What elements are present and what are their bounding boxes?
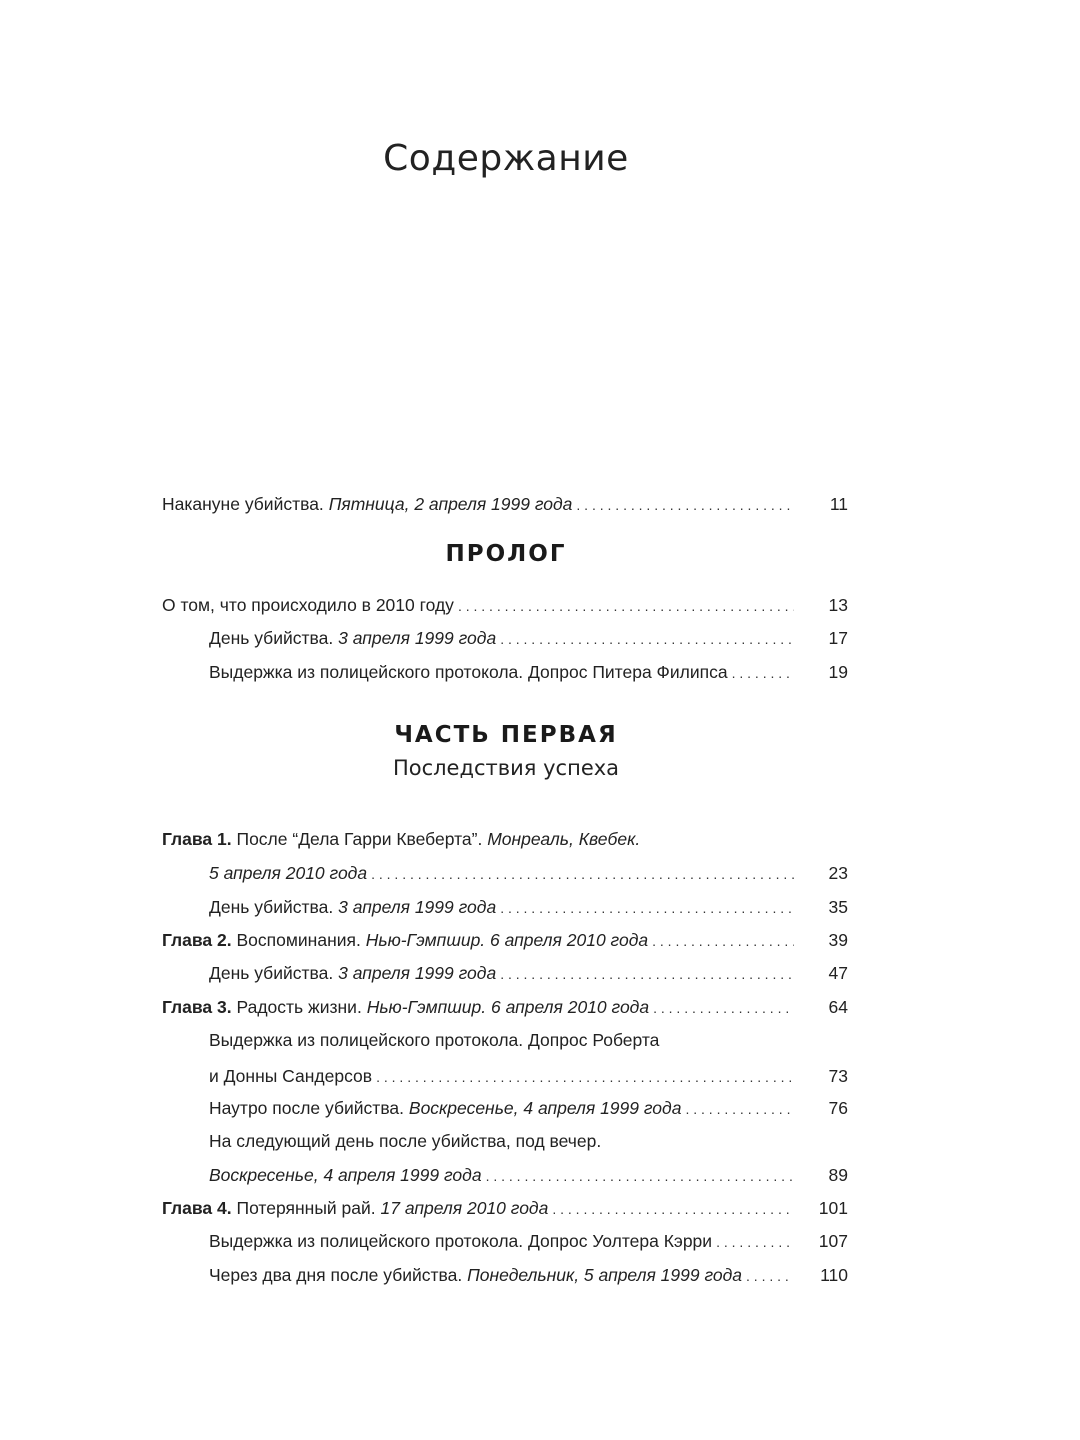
page-number: 107 [818,1231,848,1251]
dot-leader [458,590,794,623]
toc-entry-chapter-3-sub-3-cont [209,1159,848,1192]
dot-leader [746,1260,794,1293]
toc-entry-chapter-1-sub-1 [209,891,848,924]
dot-leader [371,858,794,891]
toc-entry-chapter-3 [162,991,848,1024]
entry-text: День убийства. [209,963,334,983]
page-number: 47 [828,963,848,983]
entry-text: На следующий день после убийства, под вечер. [209,1131,602,1151]
entry-text: Радость жизни. [236,997,362,1017]
entry-text: День убийства. [209,897,334,917]
entry-date: Воскресенье, 4 апреля 1999 года [209,1165,482,1185]
prologue-heading: ПРОЛОГ [445,541,567,567]
toc-entry-chapter-2-sub-1 [209,957,848,990]
page-number: 19 [828,662,848,682]
page-number: 39 [828,930,848,950]
entry-text: и Донны Сандерсов [209,1066,373,1086]
chapter-label: Глава 3. [162,997,232,1017]
toc-entry-chapter-4 [162,1192,848,1225]
entry-place: Монреаль, Квебек. [487,829,641,849]
page-number: 17 [828,628,848,648]
dot-leader [732,657,794,690]
dot-leader [500,623,794,656]
entry-date: 3 апреля 1999 года [338,897,497,917]
entry-date: 3 апреля 1999 года [338,963,497,983]
page-number: 11 [829,494,848,514]
part-one-subheading: Последствия успеха [392,756,620,780]
entry-text: Выдержка из полицейского протокола. Допрос Роберта [209,1030,660,1050]
dot-leader [716,1226,794,1259]
toc-entry-prologue-3 [209,656,848,689]
entry-date: Воскресенье, 4 апреля 1999 года [408,1098,682,1118]
page-number: 23 [828,863,848,883]
entry-text: После “Дела Гарри Квеберта”. [236,829,483,849]
entry-text: О том, что происходило в 2010 году [162,595,454,615]
toc-entry-chapter-4-sub-1 [209,1225,848,1258]
entry-text: Наутро после убийства. [209,1098,405,1118]
toc-entry-chapter-3-sub-1-cont [209,1060,848,1093]
entry-text: Через два дня после убийства. [209,1265,463,1285]
toc-entry-chapter-4-sub-2 [209,1259,848,1292]
chapter-label: Глава 1. [162,829,232,849]
dot-leader [486,1160,794,1193]
page-number: 35 [828,897,848,917]
dot-leader [576,489,794,522]
entry-date: Понедельник, 5 апреля 1999 года [467,1265,743,1285]
entry-text: Потерянный рай. [236,1198,376,1218]
page-number: 76 [828,1098,848,1118]
page-number: 73 [828,1066,848,1086]
dot-leader [500,892,794,925]
part-one-heading: ЧАСТЬ ПЕРВАЯ [394,722,618,748]
entry-date: Нью-Гэмпшир. 6 апреля 2010 года [365,930,649,950]
toc-entry-prologue-2 [209,622,848,655]
page-title: Содержание [383,138,629,179]
entry-text: Выдержка из полицейского протокола. Допрос Питера Филипса [209,662,728,682]
entry-date: Нью-Гэмпшир. 6 апреля 2010 года [366,997,650,1017]
page-number: 64 [828,997,848,1017]
toc-entry-chapter-3-sub-1 [209,1024,848,1057]
dot-leader [685,1093,794,1126]
page-number: 89 [828,1165,848,1185]
toc-entry-chapter-1 [162,823,848,856]
entry-date: 3 апреля 1999 года [338,628,497,648]
entry-text: День убийства. [209,628,334,648]
toc-entry-chapter-3-sub-2 [209,1092,848,1125]
toc-entry-chapter-3-sub-3 [209,1125,848,1158]
toc-entry-chapter-1-cont [209,857,848,890]
chapter-label: Глава 4. [162,1198,232,1218]
page-number: 13 [828,595,848,615]
entry-text: Накануне убийства. [162,494,324,514]
toc-entry-chapter-2 [162,924,848,957]
entry-text: Выдержка из полицейского протокола. Допрос Уолтера Кэрри [209,1231,713,1251]
dot-leader [500,958,794,991]
dot-leader [552,1193,794,1226]
entry-date: 5 апреля 2010 года [209,863,368,883]
page-number: 110 [820,1265,848,1285]
entry-date: Пятница, 2 апреля 1999 года [328,494,573,514]
toc-entry-prologue-1 [162,589,848,622]
dot-leader [653,992,794,1025]
entry-date: 17 апреля 2010 года [380,1198,549,1218]
dot-leader [376,1061,794,1094]
chapter-label: Глава 2. [162,930,232,950]
entry-text: Воспоминания. [236,930,361,950]
page-number: 101 [818,1198,848,1218]
dot-leader [652,925,794,958]
toc-entry-intro [162,488,848,521]
